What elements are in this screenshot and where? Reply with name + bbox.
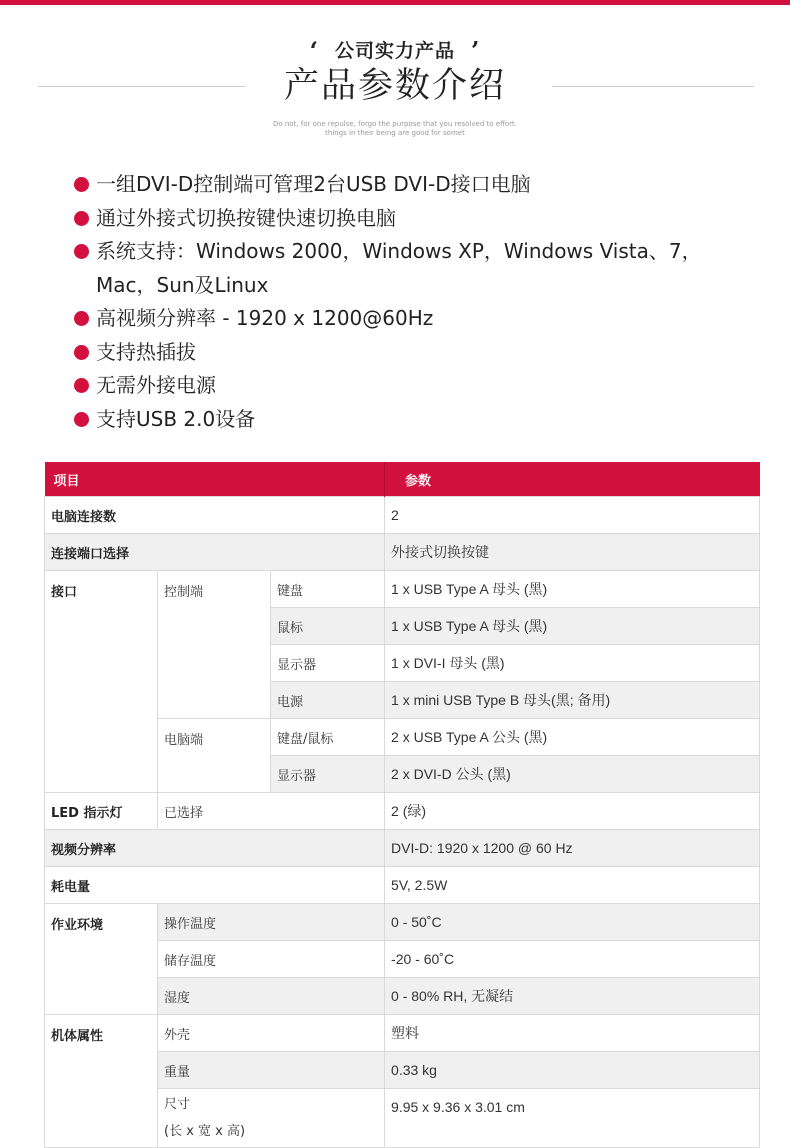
title-divider-left (38, 86, 246, 87)
row-value: 1 x mini USB Type B 母头(黑; 备用) (385, 682, 760, 719)
row-value: 1 x DVI-I 母头 (黑) (385, 645, 760, 682)
company-heading (0, 36, 790, 65)
row-sublabel: 鼠标 (271, 608, 385, 645)
row-sublabel: 外壳 (158, 1015, 385, 1052)
row-sublabel: 电脑端 (158, 719, 271, 793)
row-sublabel (158, 1089, 385, 1148)
size-sub-label: (长 x 宽 x 高) (164, 1124, 246, 1139)
size-label: 尺寸 (164, 1097, 191, 1112)
row-sublabel: 储存温度 (158, 941, 385, 978)
table-row (45, 867, 760, 904)
table-row (45, 571, 760, 608)
row-sublabel: 电源 (271, 682, 385, 719)
close-quote: ’ (471, 36, 481, 65)
open-quote: ‘ (309, 36, 319, 65)
bullet-dot-icon (74, 244, 89, 259)
row-sublabel: 显示器 (271, 756, 385, 793)
bullet-dot-icon (74, 211, 89, 226)
row-sublabel: 操作温度 (158, 904, 385, 941)
row-sublabel: 控制端 (158, 571, 271, 719)
row-sublabel: 键盘 (271, 571, 385, 608)
feature-text: 一组DVI-D控制端可管理2台USB DVI-D接口电脑 (96, 172, 531, 196)
motto-line: things in their being are good for somet (325, 129, 465, 137)
row-value: 塑料 (385, 1015, 760, 1052)
feature-text: 高视频分辨率 - 1920 x 1200@60Hz (96, 306, 434, 330)
header-param: 参数 (385, 462, 760, 497)
row-value: 外接式切换按键 (385, 534, 760, 571)
row-value: DVI-D: 1920 x 1200 @ 60 Hz (385, 830, 760, 867)
row-value: 1 x USB Type A 母头 (黑) (385, 571, 760, 608)
row-label: LED 指示灯 (45, 793, 158, 830)
row-label: 接口 (45, 571, 158, 793)
row-value: 5V, 2.5W (385, 867, 760, 904)
table-row (45, 534, 760, 571)
row-sublabel: 已选择 (158, 793, 385, 830)
feature-text: 无需外接电源 (96, 373, 216, 397)
table-row (45, 497, 760, 534)
feature-list (70, 168, 750, 436)
feature-item (70, 403, 750, 437)
row-sublabel: 湿度 (158, 978, 385, 1015)
row-label: 视频分辨率 (45, 830, 385, 867)
row-value: 2 (绿) (385, 793, 760, 830)
spec-table (44, 462, 760, 1148)
feature-text: 通过外接式切换按键快速切换电脑 (96, 205, 396, 230)
feature-item (70, 202, 750, 236)
row-value: 2 x DVI-D 公头 (黑) (385, 756, 760, 793)
row-value: 0.33 kg (385, 1052, 760, 1089)
table-row (45, 904, 760, 941)
motto-text (0, 120, 790, 138)
row-label: 作业环境 (45, 904, 158, 1015)
bullet-dot-icon (74, 378, 89, 393)
top-accent-bar (0, 0, 790, 5)
row-value: 9.95 x 9.36 x 3.01 cm (385, 1089, 760, 1148)
page-header (0, 36, 790, 107)
row-label: 机体属性 (45, 1015, 158, 1148)
bullet-dot-icon (74, 412, 89, 427)
row-value: 2 x USB Type A 公头 (黑) (385, 719, 760, 756)
row-label: 电脑连接数 (45, 497, 385, 534)
feature-item (70, 235, 750, 302)
feature-item (70, 369, 750, 403)
bullet-dot-icon (74, 177, 89, 192)
feature-text: 系统支持：Windows 2000，Windows XP，Windows Vista、7，Mac，Sun及Linux (96, 239, 702, 297)
row-value: 0 - 80% RH, 无凝结 (385, 978, 760, 1015)
title-divider-right (552, 86, 754, 87)
feature-item (70, 168, 750, 202)
header-item: 项目 (45, 462, 385, 497)
row-value: 0 - 50˚C (385, 904, 760, 941)
bullet-dot-icon (74, 311, 89, 326)
bullet-dot-icon (74, 345, 89, 360)
feature-item (70, 336, 750, 370)
table-row (45, 830, 760, 867)
motto-line: Do not, for one repulse, forgo the purpose that you resolved to effort. (272, 120, 518, 128)
row-value: 1 x USB Type A 母头 (黑) (385, 608, 760, 645)
feature-item (70, 302, 750, 336)
row-value: 2 (385, 497, 760, 534)
row-sublabel: 显示器 (271, 645, 385, 682)
company-label: 公司实力产品 (334, 40, 455, 62)
feature-text: 支持热插拔 (96, 339, 196, 364)
table-row (45, 1015, 760, 1052)
page-title: 产品参数介绍 (283, 66, 506, 106)
row-label: 耗电量 (45, 867, 385, 904)
table-header-row (45, 462, 760, 497)
row-value: -20 - 60˚C (385, 941, 760, 978)
row-sublabel: 键盘/鼠标 (271, 719, 385, 756)
table-row (45, 793, 760, 830)
row-sublabel: 重量 (158, 1052, 385, 1089)
feature-text: 支持USB 2.0设备 (96, 406, 256, 431)
row-label: 连接端口选择 (45, 534, 385, 571)
